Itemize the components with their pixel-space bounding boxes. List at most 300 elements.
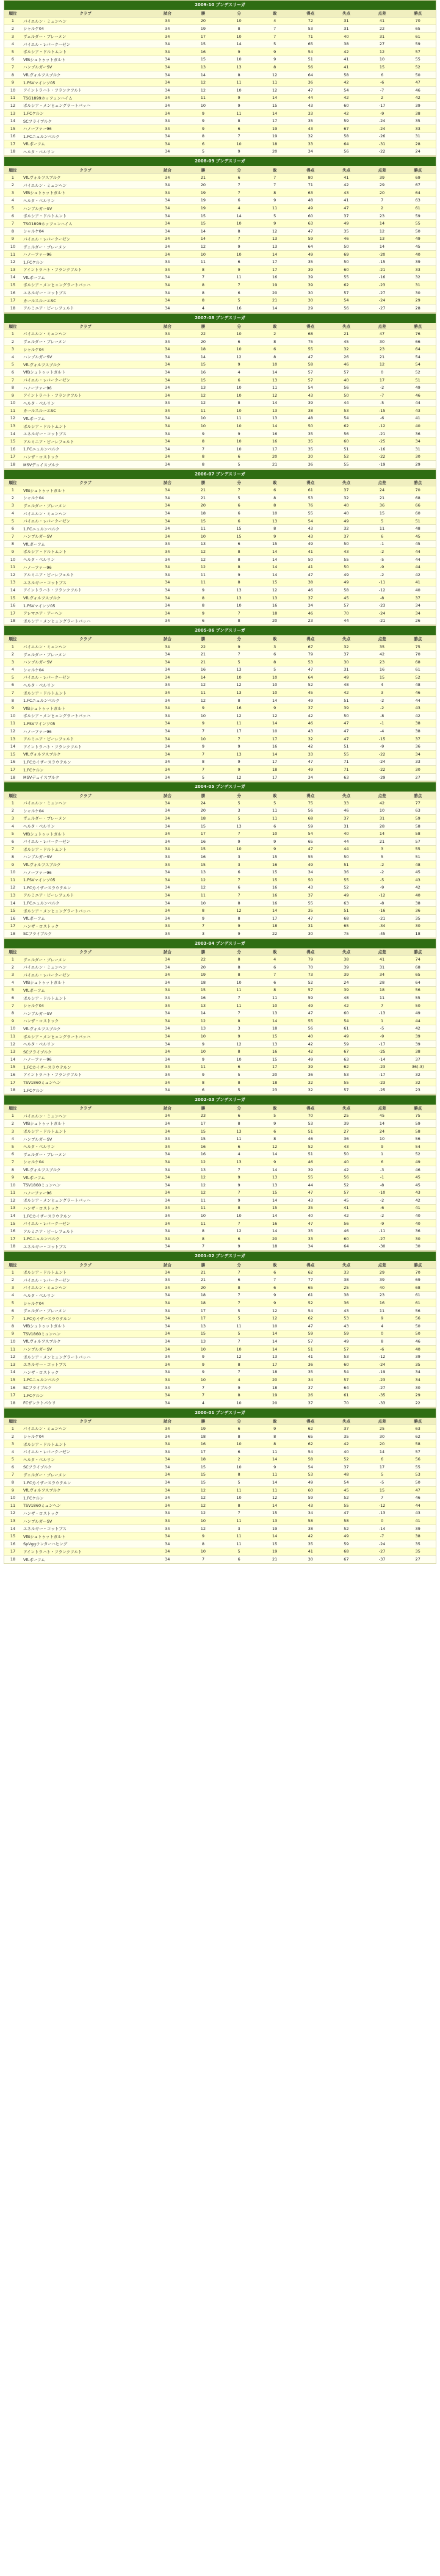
cell-ga: 50 (328, 391, 364, 399)
cell-points: 34 (400, 602, 436, 610)
cell-club[interactable]: ボルシア・ドルトムント (21, 548, 150, 556)
cell-club[interactable]: ボルシア・ドルトムント (21, 845, 150, 853)
cell-club[interactable]: ハンブルガーSV (21, 1517, 150, 1525)
cell-club[interactable]: VfLボーフム (21, 414, 150, 422)
cell-club[interactable]: ハノーファー96 (21, 727, 150, 735)
cell-club[interactable]: バイエルン・ミュンヘン (21, 330, 150, 338)
cell-club[interactable]: シャルケ04 (21, 1299, 150, 1307)
cell-club[interactable]: 1.FSVマインツ05 (21, 720, 150, 727)
cell-club[interactable]: VfLヴォルフスブルク (21, 860, 150, 868)
cell-rank: 4 (4, 1448, 21, 1456)
cell-gd: 3 (364, 689, 400, 697)
cell-club[interactable]: ハンブルガーSV (21, 204, 150, 212)
cell-club[interactable]: アレマニア・アーヘン (21, 609, 150, 617)
cell-club[interactable]: SCフライブルク (21, 1384, 150, 1391)
cell-club[interactable]: アイントラハト・フランクフルト (21, 743, 150, 751)
cell-club[interactable]: 1.FCカイザースラウテルン (21, 758, 150, 766)
cell-club[interactable]: ボルシア・ドルトムント (21, 422, 150, 430)
cell-lost: 9 (257, 48, 293, 56)
cell-drawn: 10 (221, 220, 257, 228)
cell-club[interactable]: VfLヴォルフスブルク (21, 361, 150, 369)
col-header-drawn: 分 (221, 635, 257, 643)
cell-played: 34 (150, 540, 186, 548)
cell-club[interactable]: ヴェルダー・ブレーメン (21, 815, 150, 823)
cell-club[interactable]: ハノーファー96 (21, 868, 150, 876)
cell-club[interactable]: ハンザ・ロストック (21, 1204, 150, 1212)
cell-club[interactable]: ヘルタ・ベルリン (21, 399, 150, 407)
cell-club[interactable]: VfBシュトゥットガルト (21, 704, 150, 712)
cell-club[interactable]: バイエル・レバークーゼン (21, 674, 150, 682)
cell-club[interactable]: ハンザ・ロストック (21, 1017, 150, 1025)
cell-club[interactable]: ヴェルダー・ブレーメン (21, 1307, 150, 1315)
cell-club[interactable]: 1.FSVマインツ05 (21, 602, 150, 610)
cell-club[interactable]: ボルシア・ドルトムント (21, 48, 150, 56)
cell-drawn: 3 (221, 853, 257, 861)
header-row (4, 792, 436, 799)
cell-played: 34 (150, 658, 186, 666)
cell-club[interactable]: 1.FSVマインツ05 (21, 876, 150, 884)
cell-ga: 57 (328, 1189, 364, 1197)
cell-club[interactable]: VfBシュトゥットガルト (21, 1532, 150, 1540)
cell-won: 12 (186, 243, 222, 251)
cell-club[interactable]: ヘルタ・ベルリン (21, 822, 150, 830)
cell-club[interactable]: VfLボーフム (21, 986, 150, 994)
cell-gd: 36 (364, 502, 400, 510)
cell-club[interactable]: ハンブルガーSV (21, 658, 150, 666)
cell-club[interactable]: エネルギー・コットブス (21, 289, 150, 297)
cell-club[interactable]: ハノーファー96 (21, 1056, 150, 1064)
cell-club[interactable]: 1.FCケルン (21, 109, 150, 117)
table-row (4, 228, 436, 236)
cell-club[interactable]: ハノーファー96 (21, 1189, 150, 1197)
cell-club[interactable]: VfLボーフム (21, 140, 150, 148)
cell-club[interactable]: 1.FCカイザースラウテルン (21, 1315, 150, 1322)
cell-won: 12 (186, 1189, 222, 1197)
cell-club[interactable]: アルミニア・ビーレフェルト (21, 571, 150, 579)
cell-club[interactable]: バイエルン・ミュンヘン (21, 1425, 150, 1433)
cell-played: 34 (150, 204, 186, 212)
table-body (4, 799, 436, 938)
col-header-ga: 失点 (328, 479, 364, 486)
cell-club[interactable]: ボルシア・メンヒェングラートバッハ (21, 617, 150, 625)
table-row (4, 384, 436, 392)
cell-won: 12 (186, 1158, 222, 1166)
cell-club[interactable]: SCフライブルク (21, 1463, 150, 1471)
cell-club[interactable]: カールスルーエSC (21, 407, 150, 415)
cell-club[interactable]: バイエルン・ミュンヘン (21, 799, 150, 807)
cell-club[interactable]: TSV1860ミュンヘン (21, 1330, 150, 1338)
cell-club[interactable]: ボルシア・メンヒェングラートバッハ (21, 1197, 150, 1205)
cell-points: 51 (400, 376, 436, 384)
cell-club[interactable]: ハンブルガーSV (21, 63, 150, 71)
cell-points: 18 (400, 930, 436, 938)
cell-ga: 46 (328, 1227, 364, 1235)
cell-club[interactable]: ヘルタ・ベルリン (21, 148, 150, 156)
cell-drawn: 12 (221, 773, 257, 781)
cell-gd: 41 (364, 17, 400, 25)
cell-club[interactable]: ハンザ・ロストック (21, 1509, 150, 1517)
cell-club[interactable]: 1.FCニュルンベルク (21, 525, 150, 533)
cell-club[interactable]: ボルシア・ドルトムント (21, 994, 150, 1002)
season-block-7 (4, 1095, 436, 1251)
cell-club[interactable]: ハノーファー96 (21, 563, 150, 571)
cell-club[interactable]: ヘルタ・ベルリン (21, 555, 150, 563)
table-row (4, 1471, 436, 1479)
cell-club[interactable]: ボルシア・ドルトムント (21, 689, 150, 697)
cell-club[interactable]: 1.FCニュルンベルク (21, 1235, 150, 1243)
cell-drawn: 5 (221, 1330, 257, 1338)
cell-club[interactable]: MSVデュイスブルク (21, 461, 150, 469)
cell-club[interactable]: アイントラハト・フランクフルト (21, 1071, 150, 1079)
header-row (4, 1105, 436, 1112)
cell-club[interactable]: VfLボーフム (21, 1556, 150, 1564)
table-row (4, 1056, 436, 1064)
cell-club[interactable]: 1.FCケルン (21, 1494, 150, 1502)
cell-lost: 8 (257, 1135, 293, 1143)
cell-club[interactable]: VfBシュトゥットガルト (21, 1322, 150, 1330)
cell-club[interactable]: ハンブルガーSV (21, 1009, 150, 1017)
cell-gd: 42 (364, 651, 400, 658)
cell-club[interactable]: ハンブルガーSV (21, 353, 150, 361)
cell-club[interactable]: TSV1860ミュンヘン (21, 1078, 150, 1086)
cell-club[interactable]: ヴェルダー・ブレーメン (21, 337, 150, 345)
cell-drawn: 10 (221, 86, 257, 94)
cell-gd: -5 (364, 555, 400, 563)
cell-club[interactable]: エネルギー・コットブス (21, 430, 150, 438)
cell-ga: 53 (328, 1315, 364, 1322)
cell-gd: 0 (364, 369, 400, 377)
cell-club[interactable]: ヴェルダー・ブレーメン (21, 32, 150, 40)
cell-won: 20 (186, 807, 222, 815)
cell-club[interactable]: SCフライブルク (21, 930, 150, 938)
cell-club[interactable]: バイエル・レバークーゼン (21, 1219, 150, 1227)
cell-club[interactable]: ヴェルダー・ブレーメン (21, 1150, 150, 1158)
cell-club[interactable]: TSV1860ミュンヘン (21, 1181, 150, 1189)
cell-gd: -6 (364, 414, 400, 422)
cell-club[interactable]: バイエル・レバークーゼン (21, 1276, 150, 1284)
cell-club[interactable]: SpVggウンターハヒング (21, 1540, 150, 1548)
cell-club[interactable]: 1.FCカイザースラウテルン (21, 1063, 150, 1071)
cell-club[interactable]: ヴェルダー・ブレーメン (21, 956, 150, 964)
col-header-played: 試合 (150, 1261, 186, 1268)
cell-club[interactable]: 1.FCニュルンベルク (21, 1376, 150, 1384)
cell-gf: 30 (293, 289, 329, 297)
cell-club[interactable]: VfLヴォルフスブルク (21, 1166, 150, 1174)
cell-rank: 10 (4, 1025, 21, 1033)
cell-club[interactable]: ボルシア・メンヒェングラートバッハ (21, 1033, 150, 1041)
cell-club[interactable]: 1.FCニュルンベルク (21, 899, 150, 907)
cell-club[interactable]: バイエルン・ミュンヘン (21, 181, 150, 189)
cell-rank: 17 (4, 766, 21, 774)
cell-ga: 47 (328, 1509, 364, 1517)
cell-club[interactable]: アイントラハト・フランクフルト (21, 86, 150, 94)
cell-club[interactable]: バイエルン・ミュンヘン (21, 1112, 150, 1120)
cell-club[interactable]: シャルケ04 (21, 1158, 150, 1166)
cell-club[interactable]: シャルケ04 (21, 666, 150, 674)
cell-drawn: 8 (221, 971, 257, 979)
cell-club[interactable]: バイエル・レバークーゼン (21, 235, 150, 243)
cell-club[interactable]: VfLヴォルフスブルク (21, 594, 150, 602)
cell-ga: 68 (328, 1548, 364, 1556)
cell-club[interactable]: VfLボーフム (21, 914, 150, 922)
cell-drawn: 7 (221, 1299, 257, 1307)
cell-gf: 47 (293, 758, 329, 766)
cell-club[interactable]: VfBシュトゥットガルト (21, 1120, 150, 1128)
cell-club[interactable]: VfLヴォルフスブルク (21, 173, 150, 181)
cell-gf: 56 (293, 807, 329, 815)
cell-won: 8 (186, 297, 222, 305)
cell-played: 34 (150, 799, 186, 807)
cell-club[interactable]: 1.FCニュルンベルク (21, 446, 150, 453)
cell-club[interactable]: エネルギー・コットブス (21, 1524, 150, 1532)
cell-ga: 24 (328, 979, 364, 987)
cell-played: 34 (150, 1025, 186, 1033)
cell-club[interactable]: ヘルタ・ベルリン (21, 197, 150, 204)
cell-club[interactable]: バイエル・レバークーゼン (21, 837, 150, 845)
cell-club[interactable]: バイエル・レバークーゼン (21, 517, 150, 525)
cell-club[interactable]: バイエルン・ミュンヘン (21, 963, 150, 971)
cell-gd: -24 (364, 297, 400, 305)
cell-rank: 3 (4, 1127, 21, 1135)
cell-gd: 45 (364, 1112, 400, 1120)
cell-points: 58 (400, 830, 436, 838)
cell-club[interactable]: ヴェルダー・ブレーメン (21, 243, 150, 251)
cell-club[interactable]: ヘルタ・ベルリン (21, 1142, 150, 1150)
cell-ga: 49 (328, 571, 364, 579)
cell-ga: 39 (328, 963, 364, 971)
cell-club[interactable]: ヘルタ・ベルリン (21, 1291, 150, 1299)
cell-gf: 47 (293, 353, 329, 361)
cell-won: 12 (186, 399, 222, 407)
table-row (4, 956, 436, 964)
cell-gd: 2 (364, 204, 400, 212)
cell-drawn: 11 (221, 414, 257, 422)
cell-club[interactable]: バイエル・レバークーゼン (21, 971, 150, 979)
cell-club[interactable]: エネルギー・コットブス (21, 579, 150, 586)
cell-club[interactable]: 1.FCニュルンベルク (21, 132, 150, 140)
cell-club[interactable]: TSG1899ホッフェンハイム (21, 220, 150, 228)
cell-played: 34 (150, 766, 186, 774)
cell-ga: 43 (328, 1142, 364, 1150)
cell-club[interactable]: ボルシア・メンヒェングラートバッハ (21, 102, 150, 110)
cell-club[interactable]: ボルシア・メンヒェングラートバッハ (21, 281, 150, 289)
cell-gf: 58 (293, 1517, 329, 1525)
cell-points: 55 (400, 994, 436, 1002)
cell-drawn: 8 (221, 117, 257, 125)
cell-club[interactable]: ボルシア・ドルトムント (21, 1127, 150, 1135)
cell-rank: 11 (4, 1345, 21, 1353)
cell-club[interactable]: エネルギー・コットブス (21, 1360, 150, 1368)
cell-club[interactable]: VfBシュトゥットガルト (21, 979, 150, 987)
cell-rank: 7 (4, 63, 21, 71)
cell-club[interactable]: バイエル・レバークーゼン (21, 40, 150, 48)
cell-won: 16 (186, 1142, 222, 1150)
cell-club[interactable]: 1.FCニュルンベルク (21, 696, 150, 704)
cell-played: 34 (150, 1086, 186, 1094)
cell-club[interactable]: 1.FCカイザースラウテルン (21, 1212, 150, 1220)
cell-rank: 9 (4, 79, 21, 87)
cell-club[interactable]: ボルシア・メンヒェングラートバッハ (21, 712, 150, 720)
cell-won: 16 (186, 1150, 222, 1158)
cell-club[interactable]: ヴェルダー・ブレーメン (21, 651, 150, 658)
cell-ga: 30 (328, 658, 364, 666)
cell-drawn: 3 (221, 807, 257, 815)
cell-played: 34 (150, 743, 186, 751)
cell-club[interactable]: VfBシュトゥットガルト (21, 486, 150, 494)
cell-club[interactable]: アイントラハト・フランクフルト (21, 586, 150, 594)
cell-won: 10 (186, 414, 222, 422)
cell-played: 34 (150, 1243, 186, 1250)
cell-drawn: 15 (221, 525, 257, 533)
cell-club[interactable]: バイエルン・ミュンヘン (21, 510, 150, 518)
cell-club[interactable]: MSVデュイスブルク (21, 773, 150, 781)
table-row (4, 243, 436, 251)
cell-lost: 15 (257, 1540, 293, 1548)
cell-drawn: 10 (221, 384, 257, 392)
cell-points: 56 (400, 1456, 436, 1463)
cell-club[interactable]: SCフライブルク (21, 1048, 150, 1056)
cell-rank: 5 (4, 204, 21, 212)
cell-club[interactable]: ボルシア・ドルトムント (21, 1268, 150, 1276)
cell-club[interactable]: VfLボーフム (21, 1174, 150, 1182)
cell-club[interactable]: VfLヴォルフスブルク (21, 1338, 150, 1346)
cell-club[interactable]: ボルシア・メンヒェングラートバッハ (21, 1353, 150, 1361)
cell-points: 30 (400, 289, 436, 297)
cell-ga: 60 (328, 102, 364, 110)
cell-club[interactable]: カールスルーエSC (21, 297, 150, 305)
cell-drawn: 8 (221, 1120, 257, 1128)
cell-club[interactable]: VfLボーフム (21, 540, 150, 548)
cell-club[interactable]: 1.FCケルン (21, 1086, 150, 1094)
cell-club[interactable]: アルミニア・ビーレフェルト (21, 438, 150, 446)
cell-club[interactable]: ハンブルガーSV (21, 1135, 150, 1143)
cell-club[interactable]: バイエルン・ミュンヘン (21, 1284, 150, 1292)
cell-gd: 8 (364, 1338, 400, 1346)
cell-gf: 80 (293, 173, 329, 181)
cell-rank: 18 (4, 1556, 21, 1564)
cell-points: 31 (400, 281, 436, 289)
cell-club[interactable]: FCザンクトパウリ (21, 1399, 150, 1407)
cell-drawn: 5 (221, 1548, 257, 1556)
cell-lost: 9 (257, 1299, 293, 1307)
cell-club[interactable]: TSV1860ミュンヘン (21, 1502, 150, 1510)
cell-club[interactable]: ハンザ・ロストック (21, 922, 150, 930)
cell-club[interactable]: シャルケ04 (21, 494, 150, 502)
table-row (4, 971, 436, 979)
cell-club[interactable]: アルミニア・ビーレフェルト (21, 735, 150, 743)
cell-club[interactable]: VfLヴォルフスブルク (21, 1025, 150, 1033)
cell-lost: 17 (257, 735, 293, 743)
cell-club[interactable]: ハンブルガーSV (21, 853, 150, 861)
cell-club[interactable]: バイエル・レバークーゼン (21, 376, 150, 384)
cell-club[interactable]: VfLヴォルフスブルク (21, 1486, 150, 1494)
cell-lost: 12 (257, 1315, 293, 1322)
cell-club[interactable]: アイントラハト・フランクフルト (21, 391, 150, 399)
cell-club[interactable]: ハンブルガーSV (21, 533, 150, 541)
cell-points: 30 (400, 453, 436, 461)
cell-played: 34 (150, 994, 186, 1002)
cell-points: 51 (400, 853, 436, 861)
cell-rank: 3 (4, 189, 21, 197)
cell-club[interactable]: ヴェルダー・ブレーメン (21, 1471, 150, 1479)
cell-club[interactable]: ボルシア・ドルトムント (21, 1440, 150, 1448)
table-row (4, 86, 436, 94)
cell-club[interactable]: VfBシュトゥットガルト (21, 369, 150, 377)
cell-club[interactable]: 1.FCケルン (21, 258, 150, 266)
cell-club[interactable]: 1.FCケルン (21, 1391, 150, 1399)
cell-club[interactable]: アイントラハト・フランクフルト (21, 266, 150, 274)
cell-rank: 8 (4, 853, 21, 861)
cell-lost: 20 (257, 1399, 293, 1407)
cell-club[interactable]: バイエルン・ミュンヘン (21, 17, 150, 25)
table-body (4, 486, 436, 625)
cell-club[interactable]: VfBシュトゥットガルト (21, 830, 150, 838)
cell-club[interactable]: 1.FCカイザースラウテルン (21, 1479, 150, 1487)
cell-club[interactable]: ボルシア・ドルトムント (21, 212, 150, 220)
cell-club[interactable]: 1.FCケルン (21, 766, 150, 774)
cell-lost: 14 (257, 563, 293, 571)
table-row (4, 1112, 436, 1120)
cell-club[interactable]: TSG1899ホッフェンハイム (21, 94, 150, 102)
cell-club[interactable]: シャルケ04 (21, 1432, 150, 1440)
cell-club[interactable]: シャルケ04 (21, 1001, 150, 1009)
cell-ga: 31 (328, 822, 364, 830)
cell-played: 34 (150, 510, 186, 518)
cell-club[interactable]: シャルケ04 (21, 345, 150, 353)
table-row (4, 1338, 436, 1346)
cell-club[interactable]: ハンブルガーSV (21, 1345, 150, 1353)
table-row (4, 586, 436, 594)
cell-club[interactable]: ハンザ・ロストック (21, 1368, 150, 1376)
cell-club[interactable]: アルミニア・ビーレフェルト (21, 892, 150, 900)
cell-gd: -17 (364, 1040, 400, 1048)
cell-club[interactable]: VfLボーフム (21, 273, 150, 281)
cell-club[interactable]: ヴェルダー・ブレーメン (21, 502, 150, 510)
cell-club[interactable]: シャルケ04 (21, 807, 150, 815)
cell-club[interactable]: ハンザ・ロストック (21, 453, 150, 461)
cell-ga: 52 (328, 884, 364, 892)
cell-club[interactable]: アイントラハト・フランクフルト (21, 1548, 150, 1556)
cell-club[interactable]: 1.FCカイザースラウテルン (21, 884, 150, 892)
cell-lost: 11 (257, 815, 293, 823)
cell-club[interactable]: ヘルタ・ベルリン (21, 681, 150, 689)
cell-club[interactable]: アルミニア・ビーレフェルト (21, 1227, 150, 1235)
cell-rank: 15 (4, 1532, 21, 1540)
cell-club[interactable]: 1.FSVマインツ05 (21, 79, 150, 87)
cell-club[interactable]: ハノーファー96 (21, 124, 150, 132)
cell-club[interactable]: VfBシュトゥットガルト (21, 189, 150, 197)
cell-played: 34 (150, 525, 186, 533)
cell-club[interactable]: VfLヴォルフスブルク (21, 751, 150, 759)
cell-club[interactable]: バイエル・レバークーゼン (21, 1448, 150, 1456)
cell-club[interactable]: バイエルン・ミュンヘン (21, 643, 150, 651)
cell-club[interactable]: シャルケ04 (21, 25, 150, 33)
cell-club[interactable]: ハノーファー96 (21, 250, 150, 258)
cell-club[interactable]: アルミニア・ビーレフェルト (21, 304, 150, 312)
cell-club[interactable]: シャルケ04 (21, 228, 150, 236)
cell-club[interactable]: ヘルタ・ベルリン (21, 1040, 150, 1048)
cell-club[interactable]: VfBシュトゥットガルト (21, 56, 150, 63)
cell-club[interactable]: ボルシア・メンヒェングラートバッハ (21, 907, 150, 915)
cell-club[interactable]: ハノーファー96 (21, 384, 150, 392)
col-header-gf: 得点 (293, 479, 329, 486)
cell-club[interactable]: VfLヴォルフスブルク (21, 71, 150, 79)
cell-ga: 37 (328, 1425, 364, 1433)
table-row (4, 124, 436, 132)
cell-club[interactable]: ヘルタ・ベルリン (21, 1456, 150, 1463)
cell-club[interactable]: SCフライブルク (21, 117, 150, 125)
cell-club[interactable]: エネルギー・コットブス (21, 1243, 150, 1250)
